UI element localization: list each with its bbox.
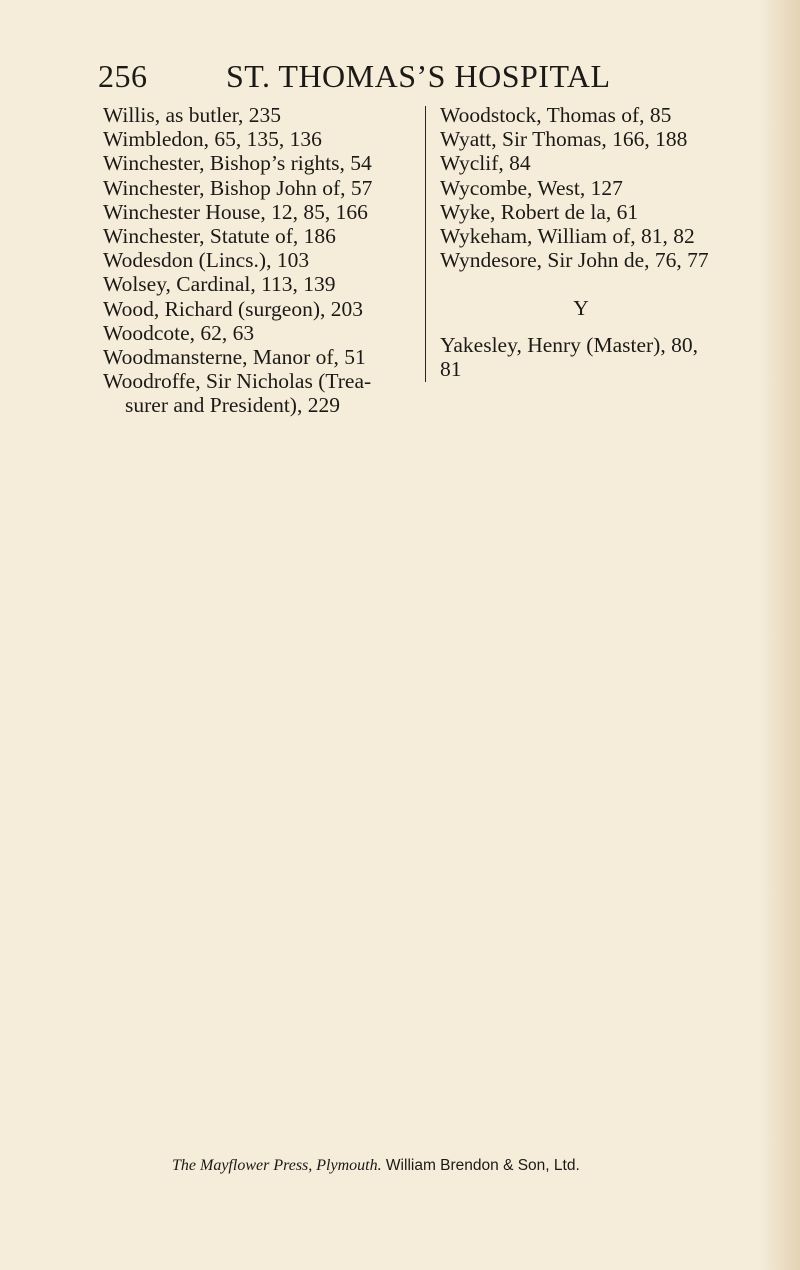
entry-line: 81 bbox=[440, 356, 462, 381]
index-column-right bbox=[440, 103, 722, 381]
index-entry: Wolsey, Cardinal, 113, 139 bbox=[103, 272, 336, 297]
running-header bbox=[98, 58, 658, 94]
index-entry: Woodstock, Thomas of, 85 bbox=[440, 103, 672, 127]
index-entry: Wood, Richard (surgeon), 203 bbox=[103, 296, 364, 321]
index-entry: Wimbledon, 65, 135, 136 bbox=[103, 127, 322, 152]
entry-line: Woodroffe, Sir Nicholas (Trea- bbox=[103, 369, 372, 394]
index-entry: Wodesdon (Lincs.), 103 bbox=[103, 248, 310, 273]
page-edge-shading bbox=[760, 0, 800, 1270]
index-entry: Winchester House, 12, 85, 166 bbox=[103, 199, 368, 224]
index-entry: Woodmansterne, Manor of, 51 bbox=[103, 345, 366, 370]
index-entry: Wycombe, West, 127 bbox=[440, 175, 623, 200]
index-entry: Wyclif, 84 bbox=[440, 151, 531, 176]
entry-line: surer and President), 229 bbox=[125, 393, 340, 418]
index-entry-woodroffe bbox=[103, 369, 423, 417]
section-letter: Y bbox=[573, 296, 589, 321]
imprint-printer: William Brendon & Son, Ltd. bbox=[385, 1157, 580, 1174]
index-entry-yakesley bbox=[440, 333, 722, 381]
index-entry: Wyndesore, Sir John de, 76, 77 bbox=[440, 248, 709, 273]
index-entry: Winchester, Statute of, 186 bbox=[103, 224, 336, 249]
index-entry: Willis, as butler, 235 bbox=[103, 103, 282, 127]
index-entry: Wyatt, Sir Thomas, 166, 188 bbox=[440, 127, 688, 152]
entry-line: Yakesley, Henry (Master), 80, bbox=[440, 332, 698, 357]
index-entry: Winchester, Bishop John of, 57 bbox=[103, 175, 373, 200]
imprint-press: The Mayflower Press, Plymouth. bbox=[172, 1157, 382, 1174]
index-entry: Wykeham, William of, 81, 82 bbox=[440, 224, 695, 249]
column-divider bbox=[425, 106, 426, 382]
index-entry: Woodcote, 62, 63 bbox=[103, 320, 255, 345]
printer-imprint bbox=[172, 1157, 580, 1175]
index-entry: Wyke, Robert de la, 61 bbox=[440, 199, 639, 224]
index-entry: Winchester, Bishop’s rights, 54 bbox=[103, 151, 372, 176]
index-column-left bbox=[103, 103, 423, 418]
page-title: ST. THOMAS’S HOSPITAL bbox=[226, 58, 611, 94]
page-number: 256 bbox=[98, 58, 148, 94]
